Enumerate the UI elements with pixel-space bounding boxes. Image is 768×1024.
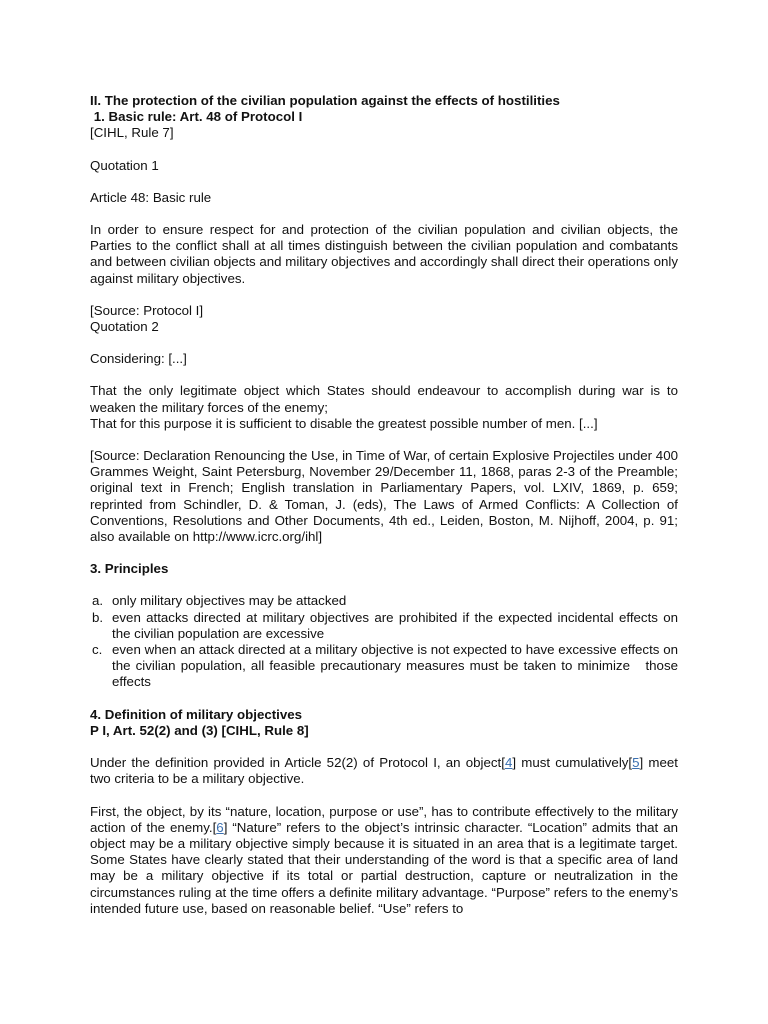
principle-text: only military objectives may be attacked — [112, 593, 347, 609]
list-marker: b. — [92, 609, 104, 625]
legitimate-object-text: That the only legitimate object which States should endeavour to accomplish during war is to weaken the military forces of the enemy; — [90, 383, 678, 415]
footnote-link-4[interactable]: 4 — [504, 755, 513, 771]
principles-list — [90, 593, 682, 690]
principle-item — [90, 593, 678, 609]
cihl-reference: [CIHL, Rule 7] — [90, 125, 174, 141]
article-48-title: Article 48: Basic rule — [90, 189, 212, 205]
quotation-2-label: Quotation 2 — [90, 319, 159, 335]
principles-heading: 3. Principles — [90, 561, 169, 577]
paragraph-text: ] “Nature” refers to the object’s intrinsic character. “Location” admits that an object may be a military objective simply because it is situated in an area that is a legitimate target. Some States have clearly stated that their understanding of the word is that a specific area of land may be a military objective if its total or partial destruction, capture or neutralization in the circumstances ruling at the time offers a definite military advantage. “Purpose” refers to the enemy’s intended future use, based on reasonable belief. “Use” refers to — [90, 819, 678, 916]
principle-text: even when an attack directed at a military objective is not expected to have excessive effects on the civilian population, all feasible precautionary measures must be taken to minimize those effects — [112, 642, 682, 690]
quotation-1-source: [Source: Protocol I] — [90, 302, 204, 318]
footnote-link-6[interactable]: 6 — [216, 819, 224, 835]
footnote-link-5[interactable]: 5 — [632, 755, 640, 771]
quotation-1-label: Quotation 1 — [90, 157, 159, 173]
definition-subheading: P I, Art. 52(2) and (3) [CIHL, Rule 8] — [90, 722, 309, 738]
considering-line: Considering: [...] — [90, 351, 187, 367]
disable-men-text: That for this purpose it is sufficient to disable the greatest possible number of men. [...] — [90, 415, 598, 431]
quotation-2-source: [Source: Declaration Renouncing the Use, in Time of War, of certain Explosive Projectiles under 400 Grammes Weight, Saint Petersburg, November 29/December 11, 1868, paras 2-3 of the Preamble; original text in French; English translation in Parliamentary Papers, vol. LXIV, 1869, p. 659; reprinted from Schindler, D. & Toman, J. (eds), The Laws of Armed Conflicts: A Collection of Conventions, Resolutions and Other Documents, 4th ed., Leiden, Boston, M. Nijhoff, 2004, p. 91; also available on http://www.icrc.org/ihl] — [90, 448, 678, 545]
document-body — [90, 93, 682, 917]
paragraph-text: ] must cumulatively[ — [512, 755, 633, 771]
principle-item — [90, 642, 682, 691]
definition-paragraph-1 — [90, 755, 678, 787]
paragraph-text: First, the object, by its “nature, location, purpose or use”, has to contribute effectively to the military action of the enemy.[ — [90, 803, 678, 835]
list-marker: a. — [92, 593, 104, 609]
paragraph-text: ] meet two criteria to be a military objective. — [90, 755, 678, 787]
definition-paragraph-2 — [90, 804, 678, 917]
paragraph-text: Under the definition provided in Article 52(2) of Protocol I, an object[ — [90, 755, 505, 771]
section-title: II. The protection of the civilian population against the effects of hostilities — [90, 93, 560, 108]
basic-rule-heading: 1. Basic rule: Art. 48 of Protocol I — [90, 109, 303, 125]
definition-heading: 4. Definition of military objectives — [90, 706, 303, 722]
list-marker: c. — [92, 642, 103, 658]
article-48-text: In order to ensure respect for and protection of the civilian population and civilian objects, the Parties to the conflict shall at all times distinguish between the civilian population and combatants and between civilian objects and military objectives and accordingly shall direct their operations only against military objectives. — [90, 222, 678, 286]
principle-text: even attacks directed at military objectives are prohibited if the expected incidental effects on the civilian population are excessive — [112, 609, 678, 641]
principle-item — [90, 610, 678, 642]
